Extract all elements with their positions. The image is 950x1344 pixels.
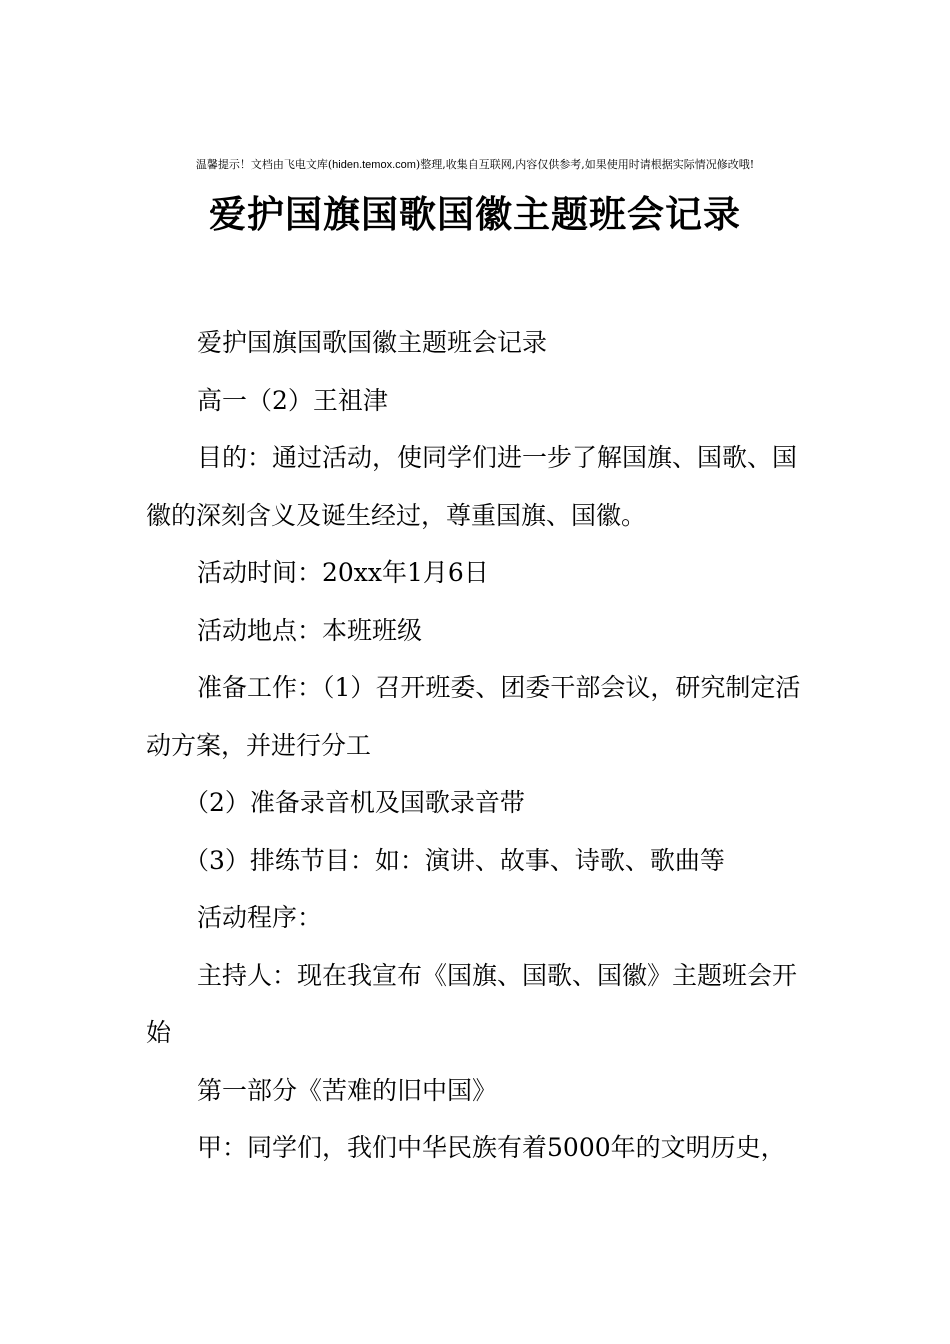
- paragraph-part-one: 第一部分《苦难的旧中国》: [197, 1075, 498, 1105]
- paragraph-host: 主持人：现在我宣布《国旗、国歌、国徽》主题班会开始: [146, 960, 798, 1047]
- paragraph-purpose: 目的：通过活动，使同学们进一步了解国旗、国歌、国徽的深刻含义及诞生经过，尊重国旗、国徽。: [146, 443, 798, 530]
- paragraph-prep-3: （3）排练节目：如：演讲、故事、诗歌、歌曲等: [184, 845, 725, 875]
- paragraph-prep-2: （2）准备录音机及国歌录音带: [184, 788, 525, 817]
- paragraph-preparation: 准备工作：（1）召开班委、团委干部会议，研究制定活动方案，并进行分工: [146, 673, 801, 760]
- paragraph-time: 活动时间：20xx年1月6日: [197, 558, 489, 587]
- document-body: [146, 314, 816, 1177]
- watermark-notice: [0, 158, 950, 172]
- notice-url: hiden.temox.com: [332, 159, 416, 171]
- notice-prefix: 温馨提示！文档由飞电文库(: [195, 158, 333, 171]
- paragraph-location: 活动地点：本班班级: [197, 615, 423, 645]
- paragraph-procedure: 活动程序：: [197, 903, 323, 932]
- notice-suffix: )整理,收集自互联网,内容仅供参考,如果使用时请根据实际情况修改哦!: [415, 158, 755, 171]
- paragraph-heading: 爱护国旗国歌国徽主题班会记录: [197, 328, 548, 357]
- paragraph-author: 高一（2）王祖津: [197, 385, 388, 415]
- paragraph-speaker-a: 甲：同学们，我们中华民族有着5000年的文明历史，: [197, 1133, 786, 1162]
- document-title: 爱护国旗国歌国徽主题班会记录: [209, 192, 741, 236]
